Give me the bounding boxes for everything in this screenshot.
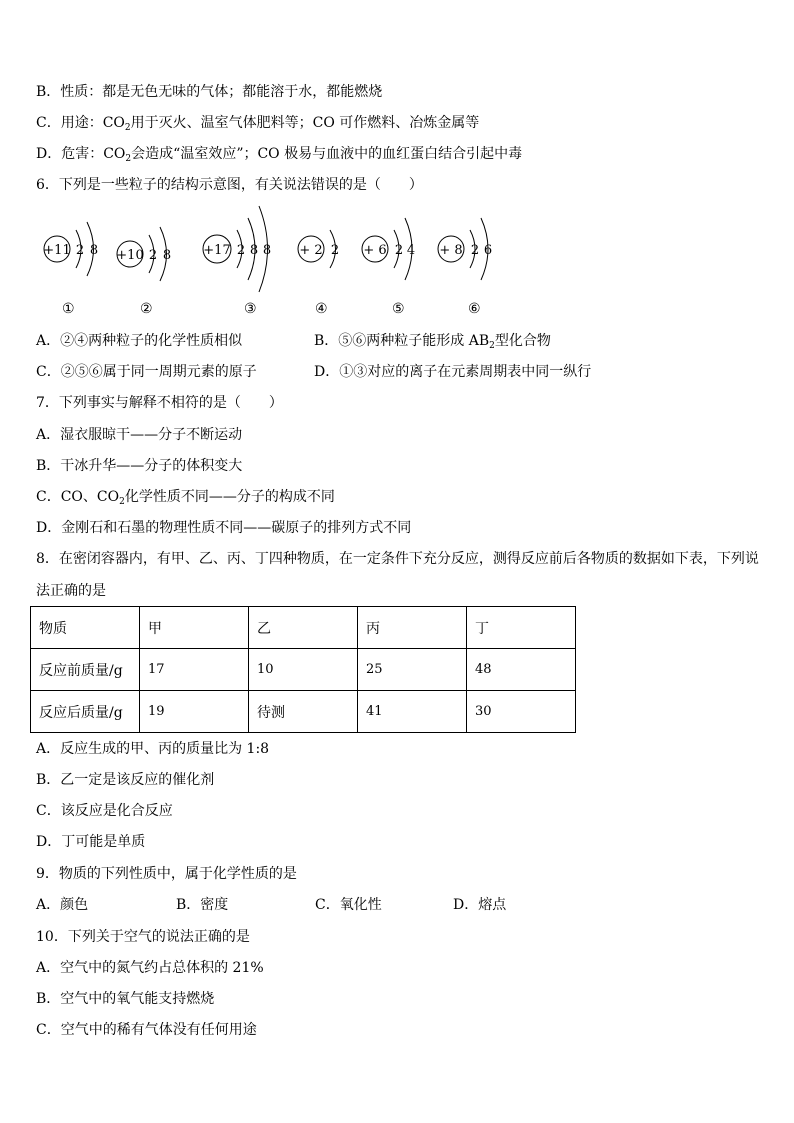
q7-option-a: A．湿衣服晾干——分子不断运动 xyxy=(36,427,243,443)
table-cell: 物质 xyxy=(31,607,140,649)
table-cell: 17 xyxy=(140,649,249,691)
table-row xyxy=(31,691,576,733)
table-cell: 48 xyxy=(467,649,576,691)
q7-option-c-subscript: 2 xyxy=(119,497,125,507)
q9-option-b: B．密度 xyxy=(176,897,229,913)
atom-1-shell-1-count: 2 xyxy=(75,243,85,258)
atom-2-shell-2-count: 8 xyxy=(162,248,172,263)
q6-option-b xyxy=(314,332,551,355)
atom-5-shell-1-count: 2 xyxy=(394,243,404,258)
q5-option-d-text-a: D．危害：CO xyxy=(36,146,126,162)
q8-option-d: D．丁可能是单质 xyxy=(36,834,146,850)
table-cell: 25 xyxy=(358,649,467,691)
q5-option-c-text-b: 用于灭火、温室气体肥料等；CO 可作燃料、冶炼金属等 xyxy=(130,115,480,131)
q7-stem: 7．下列事实与解释不相符的是（ ） xyxy=(36,395,283,411)
q6-option-a: A．②④两种粒子的化学性质相似 xyxy=(36,333,243,349)
q9-option-a: A．颜色 xyxy=(36,897,89,913)
atom-1-shell-2-count: 8 xyxy=(89,243,99,258)
q7-option-d: D．金刚石和石墨的物理性质不同——碳原子的排列方式不同 xyxy=(36,520,412,536)
atom-5-nucleus-charge: + 6 xyxy=(363,243,387,258)
atom-3-shell-3-count: 8 xyxy=(262,243,272,258)
q9-option-c: C．氧化性 xyxy=(315,897,382,913)
q10-stem: 10．下列关于空气的说法正确的是 xyxy=(36,929,250,945)
atom-3-shell-1-count: 2 xyxy=(236,243,246,258)
q5-option-d-text-b: 会造成“温室效应”；CO 极易与血液中的血红蛋白结合引起中毒 xyxy=(131,146,523,162)
q7-option-c-text-a: C．CO、CO xyxy=(36,489,120,505)
q6-option-c: C．②⑤⑥属于同一周期元素的原子 xyxy=(36,364,257,380)
q6-option-b-subscript: 2 xyxy=(489,341,495,351)
q6-option-b-text-a: B．⑤⑥两种粒子能形成 AB xyxy=(314,333,490,349)
q10-option-a: A．空气中的氮气约占总体积的 21% xyxy=(36,960,264,976)
q10-option-b: B．空气中的氧气能支持燃烧 xyxy=(36,991,215,1007)
q10-option-c: C．空气中的稀有气体没有任何用途 xyxy=(36,1022,257,1038)
atom-5-shell-2-count: 4 xyxy=(406,243,416,258)
atom-2-label: ② xyxy=(140,301,153,317)
atom-4-nucleus-charge: + 2 xyxy=(299,243,323,258)
atom-2-nucleus-charge: +10 xyxy=(116,248,144,263)
atom-diagrams-svg xyxy=(30,200,550,300)
q6-stem: 6．下列是一些粒子的结构示意图，有关说法错误的是（ ） xyxy=(36,177,423,193)
table-cell: 待测 xyxy=(249,691,358,733)
atom-4-shell-1-count: 2 xyxy=(330,243,340,258)
atom-6-shell-2-count: 6 xyxy=(483,243,493,258)
q9-option-d: D．熔点 xyxy=(453,897,507,913)
table-header-row xyxy=(31,607,576,649)
q7-option-c-text-b: 化学性质不同——分子的构成不同 xyxy=(124,489,335,505)
q8-data-table xyxy=(30,606,576,733)
atom-6-shell-1-count: 2 xyxy=(470,243,480,258)
atom-3-shell-2-count: 8 xyxy=(249,243,259,258)
q8-option-b: B．乙一定是该反应的催化剂 xyxy=(36,772,215,788)
atom-6-nucleus-charge: + 8 xyxy=(439,243,463,258)
q5-option-c-text-a: C．用途：CO xyxy=(36,115,125,131)
atom-3-nucleus-charge: +17 xyxy=(203,243,231,258)
table-cell: 反应后质量/g xyxy=(31,691,140,733)
table-cell: 丁 xyxy=(467,607,576,649)
table-row xyxy=(31,649,576,691)
q8-stem-line-1: 8．在密闭容器内，有甲、乙、丙、丁四种物质，在一定条件下充分反应，测得反应前后各物质的数据如下表，下列说 xyxy=(36,551,759,567)
q5-option-b: B．性质：都是无色无味的气体；都能溶于水，都能燃烧 xyxy=(36,84,383,100)
atom-4-label: ④ xyxy=(315,301,328,317)
table-cell: 丙 xyxy=(358,607,467,649)
atom-1-label: ① xyxy=(62,301,75,317)
table-cell: 19 xyxy=(140,691,249,733)
q5-option-c-subscript: 2 xyxy=(124,123,131,133)
q6-option-b-text-b: 型化合物 xyxy=(494,333,551,349)
q5-option-c xyxy=(36,114,479,137)
table-cell: 30 xyxy=(467,691,576,733)
q6-option-d: D．①③对应的离子在元素周期表中同一纵行 xyxy=(314,364,592,380)
atom-5-label: ⑤ xyxy=(392,301,405,317)
q5-option-d-subscript: 2 xyxy=(125,154,132,164)
atom-structure-diagrams xyxy=(30,200,550,325)
q9-stem: 9．物质的下列性质中，属于化学性质的是 xyxy=(36,866,297,882)
atom-6-label: ⑥ xyxy=(468,301,481,317)
q5-option-d xyxy=(36,145,522,168)
table-cell: 41 xyxy=(358,691,467,733)
atom-2-shell-1-count: 2 xyxy=(148,248,158,263)
q8-stem-line-2: 法正确的是 xyxy=(36,583,106,599)
table-cell: 乙 xyxy=(249,607,358,649)
atom-1-nucleus-charge: +11 xyxy=(43,243,71,258)
q7-option-c xyxy=(36,488,335,511)
table-cell: 甲 xyxy=(140,607,249,649)
table-cell: 反应前质量/g xyxy=(31,649,140,691)
table-cell: 10 xyxy=(249,649,358,691)
q8-option-c: C．该反应是化合反应 xyxy=(36,803,173,819)
q7-option-b: B．干冰升华——分子的体积变大 xyxy=(36,458,243,474)
atom-3-label: ③ xyxy=(244,301,257,317)
q8-option-a: A．反应生成的甲、丙的质量比为 1:8 xyxy=(36,741,270,757)
